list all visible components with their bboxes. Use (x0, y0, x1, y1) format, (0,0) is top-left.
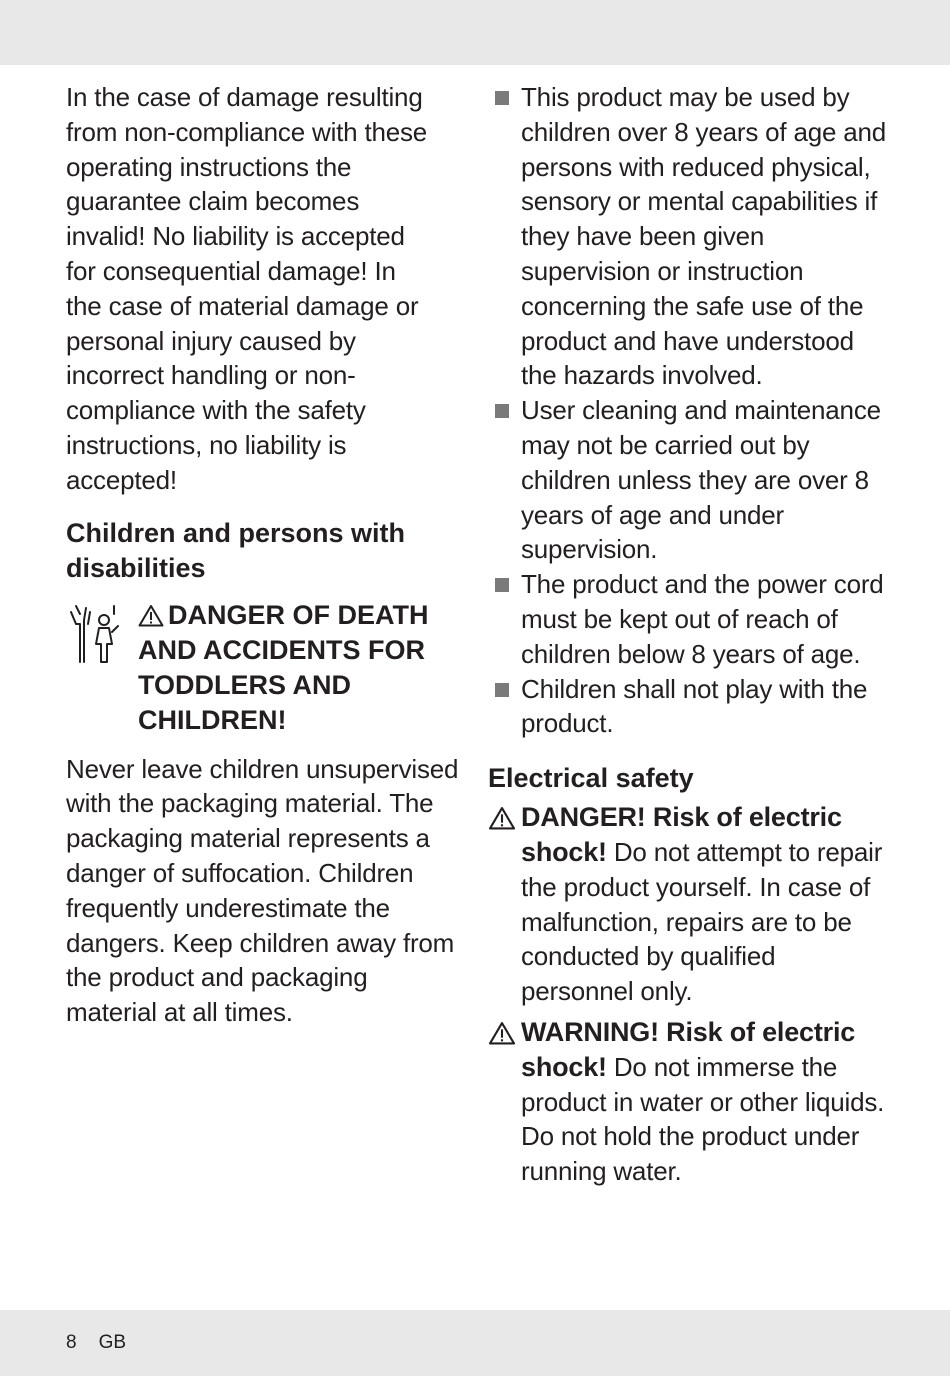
page-number: 8 (66, 1332, 77, 1353)
warning-triangle-icon (488, 806, 516, 830)
right-column (488, 80, 893, 1189)
warning-electric-paragraph (488, 1015, 893, 1189)
list-item-text: This product may be used by children over 8 years of age and persons with reduced physical, sensory or mental capabilities if they have been given supervision or instruction concerning the safe use of the product and have understood the hazards involved. (521, 82, 887, 391)
list-item (488, 393, 893, 567)
electrical-safety-heading: Electrical safety (488, 763, 694, 794)
left-column (66, 80, 462, 1030)
danger-electric-paragraph (488, 800, 893, 1009)
warning-triangle-icon (488, 1021, 516, 1045)
danger-electric-label: DANGER! Risk of electric shock! (521, 802, 842, 867)
square-bullet (495, 404, 509, 418)
packaging-paragraph: Never leave children unsupervised with the packaging material. The packaging material represents a danger of suffocation. Children frequently underestimate the dangers. Keep children away from the product and packaging material at all times. (66, 753, 459, 1028)
list-item (488, 567, 893, 671)
square-bullet (495, 578, 509, 592)
page-footer (66, 1332, 148, 1354)
square-bullet (495, 91, 509, 105)
warning-electric-text: Do not immerse the product in water or other liquids. Do not hold the product under running water. (521, 1051, 885, 1187)
danger-heading-wrap (138, 598, 462, 738)
list-item (488, 80, 893, 393)
safety-bullet-list (488, 80, 893, 741)
list-item-text: Children shall not play with the product. (521, 673, 868, 739)
intro-paragraph: In the case of damage resulting from non-compliance with these operating instructions the guarantee claim becomes invalid! No liability is accepted for consequential damage! In the case of material damage or personal injury caused by incorrect handling or non-compliance with the safety instructions, no liability is accepted! (66, 82, 428, 495)
children-heading: Children and persons with disabilities (66, 517, 406, 583)
list-item-text: The product and the power cord must be kept out of reach of children below 8 years of age. (521, 569, 884, 669)
language-code: GB (98, 1332, 127, 1353)
warning-triangle-icon (138, 604, 164, 627)
danger-electric-text: Do not attempt to repair the product yourself. In case of malfunction, repairs are to be conducted by qualified personnel only. (521, 836, 883, 1007)
square-bullet (495, 683, 509, 697)
warning-electric-label: WARNING! Risk of electric shock! (521, 1016, 856, 1082)
danger-heading: DANGER OF DEATH AND ACCIDENTS FOR TODDLERS AND CHILDREN! (138, 599, 429, 735)
danger-block (66, 598, 462, 738)
header-band (0, 0, 950, 65)
child-safety-icon (66, 602, 122, 672)
list-item (488, 672, 893, 742)
list-item-text: User cleaning and maintenance may not be carried out by children unless they are over 8 years of age and under supervision. (521, 395, 881, 565)
